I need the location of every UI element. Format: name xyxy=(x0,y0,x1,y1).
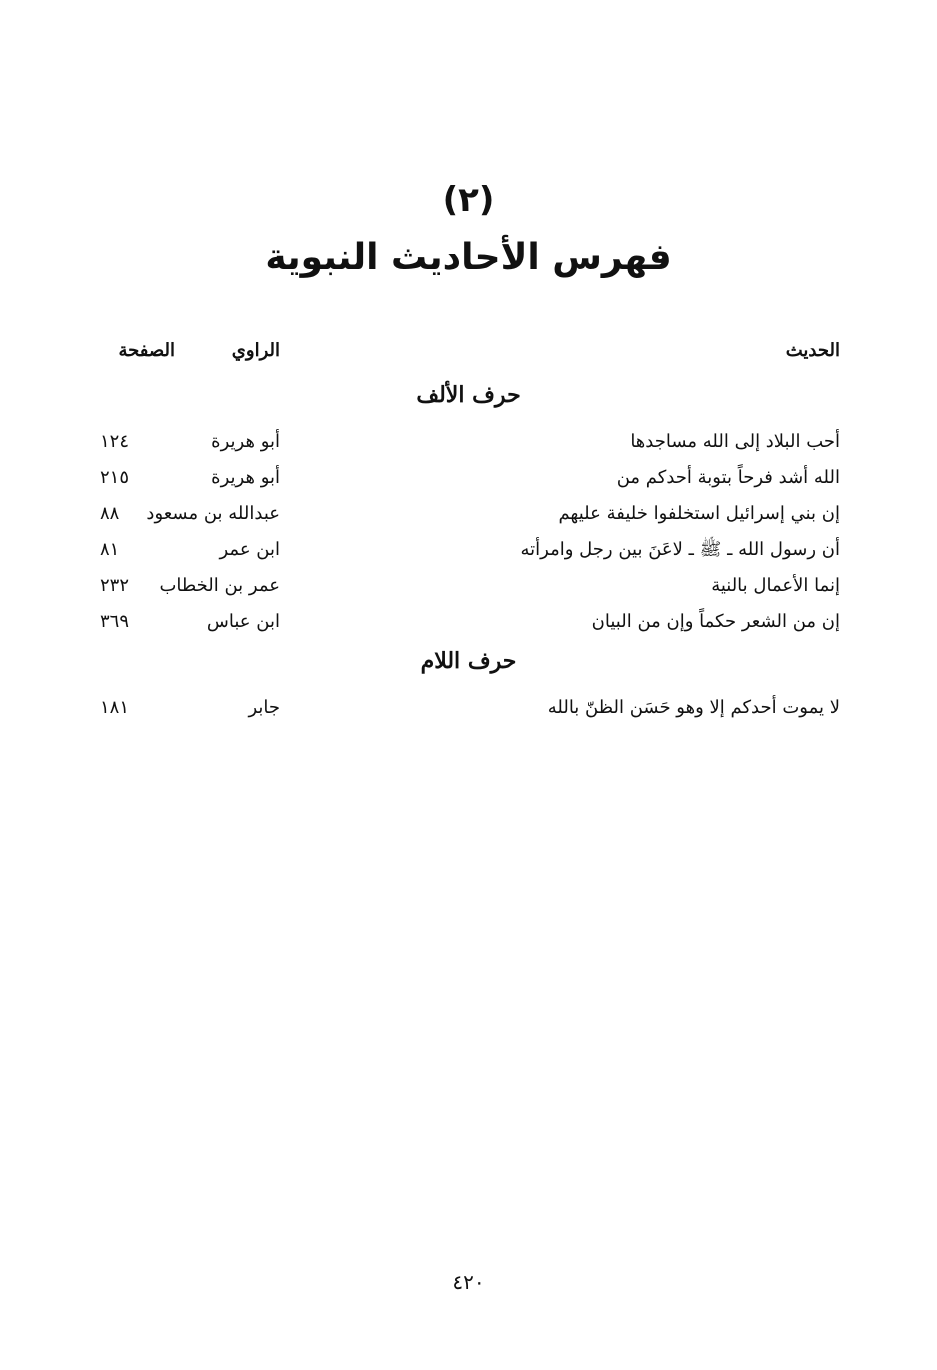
section-title: فهرس الأحاديث النبوية xyxy=(265,237,672,278)
hadith-text: لا يموت أحدكم إلا وهو حَسَن الظنّ بالله xyxy=(547,697,840,718)
header-narrator: الراوي xyxy=(231,340,280,361)
narrator-name: أبو هريرة xyxy=(211,431,280,452)
narrator-name: ابن عمر xyxy=(219,539,280,560)
index-row xyxy=(90,496,840,532)
header-hadith: الحديث xyxy=(785,340,840,361)
hadith-text: أن رسول الله ـ ﷺ ـ لاعَنَ بين رجل وامرأته xyxy=(520,539,840,560)
hadith-text: الله أشد فرحاً بتوبة أحدكم من xyxy=(616,467,840,488)
section-number: (٢) xyxy=(442,180,495,220)
column-headers xyxy=(90,340,840,370)
index-row xyxy=(90,460,840,496)
hadith-text: إن بني إسرائيل استخلفوا خليفة عليهم xyxy=(558,503,840,524)
page-number: ٤٢٠ xyxy=(452,1270,485,1294)
index-row xyxy=(90,568,840,604)
narrator-name: ابن عباس xyxy=(206,611,280,632)
narrator-name: جابر xyxy=(248,697,280,718)
page-ref: ٨٨ xyxy=(100,503,120,524)
page-ref: ٨١ xyxy=(100,539,120,560)
hadith-text: أحب البلاد إلى الله مساجدها xyxy=(630,431,840,452)
hadith-text: إن من الشعر حكماً وإن من البيان xyxy=(591,611,840,632)
letter-heading-alif: حرف الألف xyxy=(416,382,521,408)
entries-lam xyxy=(90,690,840,726)
hadith-text: إنما الأعمال بالنية xyxy=(711,575,840,596)
page-ref: ١٢٤ xyxy=(100,431,130,452)
index-row xyxy=(90,532,840,568)
index-row xyxy=(90,424,840,460)
header-page: الصفحة xyxy=(118,340,175,361)
index-row xyxy=(90,604,840,640)
narrator-name: عمر بن الخطاب xyxy=(159,575,280,596)
entries-alif xyxy=(90,424,840,640)
narrator-name: عبدالله بن مسعود xyxy=(146,503,280,524)
page-ref: ٢٣٢ xyxy=(100,575,130,596)
page-ref: ١٨١ xyxy=(100,697,130,718)
letter-heading-lam: حرف اللام xyxy=(420,648,517,674)
index-row xyxy=(90,690,840,726)
page-ref: ٣٦٩ xyxy=(100,611,130,632)
page-ref: ٢١٥ xyxy=(100,467,130,488)
narrator-name: أبو هريرة xyxy=(211,467,280,488)
